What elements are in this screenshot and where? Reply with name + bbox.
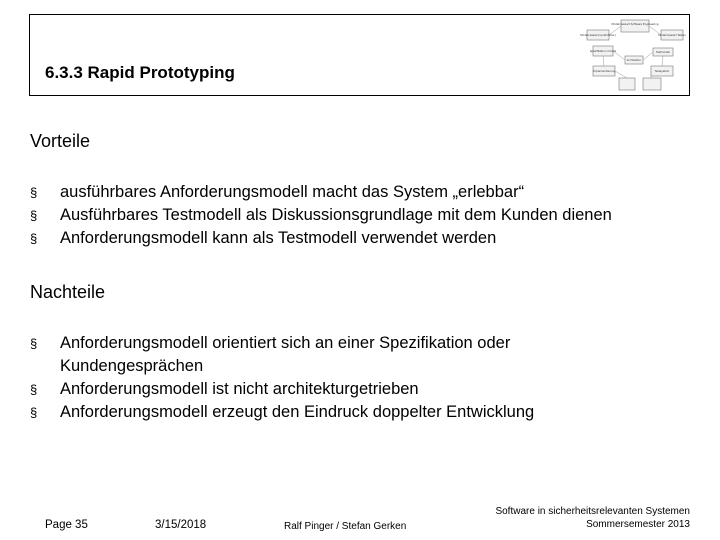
footer-course bbox=[495, 505, 690, 531]
nachteile-list bbox=[30, 332, 590, 424]
list-item bbox=[30, 227, 612, 250]
svg-text:Spezifikation modell: Spezifikation modell bbox=[589, 50, 617, 53]
diagram-node bbox=[619, 78, 635, 90]
bullet-marker: § bbox=[30, 405, 38, 420]
list-item bbox=[30, 378, 590, 401]
nachteile-heading: Nachteile bbox=[30, 282, 106, 302]
svg-text:Testmodell: Testmodell bbox=[656, 51, 670, 54]
list-item bbox=[30, 181, 612, 204]
list-item-text: Anforderungsmodell erzeugt den Eindruck doppelter Entwicklung bbox=[60, 403, 535, 421]
bullet-marker: § bbox=[30, 231, 38, 246]
footer-page-number: Page 35 bbox=[45, 519, 88, 531]
footer-authors: Ralf Pinger / Stefan Gerken bbox=[284, 521, 407, 532]
svg-text:Modell-basiert Software Engine: Modell-basiert Software Engineering bbox=[611, 23, 659, 26]
vorteile-list bbox=[30, 181, 612, 250]
vorteile-heading: Vorteile bbox=[30, 131, 91, 151]
list-item-text: Ausführbares Testmodell als Diskussionsgrundlage mit dem Kunden dienen bbox=[60, 206, 612, 224]
list-item bbox=[30, 204, 612, 227]
footer-course-title: Software in sicherheitsrelevanten Systemen bbox=[495, 506, 690, 517]
bullet-marker: § bbox=[30, 208, 38, 223]
bullet-marker: § bbox=[30, 336, 38, 351]
svg-text:Modell-basiert Testen: Modell-basiert Testen bbox=[658, 34, 686, 37]
svg-text:Modell-basiert (ausführbar): Modell-basiert (ausführbar) bbox=[580, 34, 616, 37]
bullet-marker: § bbox=[30, 382, 38, 397]
slide-title: 6.3.3 Rapid Prototyping bbox=[45, 63, 235, 82]
list-item bbox=[30, 401, 590, 424]
svg-text:Implementierung: Implementierung bbox=[592, 70, 616, 73]
list-item-text: Anforderungsmodell orientiert sich an einer Spezifikation oder Kundengesprächen bbox=[60, 334, 511, 375]
list-item-text: Anforderungsmodell kann als Testmodell verwendet werden bbox=[60, 229, 497, 247]
bullet-marker: § bbox=[30, 185, 38, 200]
diagram-node bbox=[621, 20, 649, 32]
list-item-text: Anforderungsmodell ist nicht architekturgetrieben bbox=[60, 380, 419, 398]
diagram-node bbox=[643, 78, 661, 90]
process-diagram-thumbnail bbox=[580, 18, 686, 94]
svg-text:Architektur: Architektur bbox=[626, 59, 642, 62]
footer-date: 3/15/2018 bbox=[155, 519, 207, 531]
list-item-text: ausführbares Anforderungsmodell macht das System „erlebbar“ bbox=[60, 183, 525, 201]
list-item bbox=[30, 332, 590, 378]
footer-semester: Sommersemester 2013 bbox=[586, 519, 690, 530]
svg-text:Testsystem: Testsystem bbox=[654, 70, 670, 73]
